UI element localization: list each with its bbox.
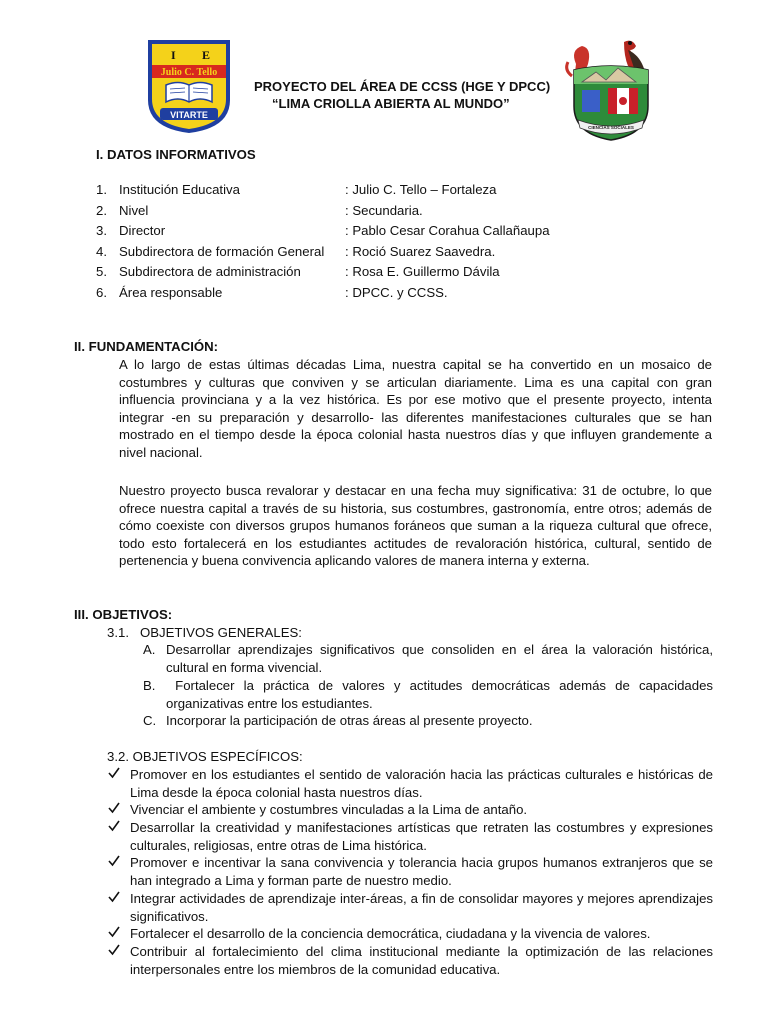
fundamentacion-paragraph-2: Nuestro proyecto busca revalorar y destacar en una fecha muy significativa: 31 de octubre, lo que ofrece nuestra capital a través de su historia, sus costumbres, gastronomía, entre otros; además de cómo coexiste con diversos grupos humanos foráneos que suman a la riqueza cultural que ofrece, todo esto fortalecerá en los estudiantes actitudes de revaloración histórica, cultural, sentido de pertenencia y buena convivencia aplicando valores de manera interna y externa. [119,483,712,568]
logo-letter-i: I [171,48,176,62]
general-objective-item [143,677,717,712]
subheading-objetivos-generales: 3.1. OBJETIVOS GENERALES: [107,625,302,640]
objective-text: Fortalecer la práctica de valores y actitudes democráticas además de capacidades organizativas entre los estudiantes. [166,678,717,711]
book-icon [166,83,212,103]
checkmark-icon [107,854,121,868]
info-row-label: Área responsable [119,285,223,300]
social-sciences-crest [562,36,660,146]
specific-objective-item [107,819,713,854]
project-title-line1: PROYECTO DEL ÁREA DE CCSS (HGE Y DPCC) [254,79,551,94]
info-row-label: Institución Educativa [119,182,240,197]
logo-letter-e: E [202,48,211,62]
school-logo [146,38,232,134]
project-title-line2: “LIMA CRIOLLA ABIERTA AL MUNDO” [272,96,510,111]
info-row-value: : Julio C. Tello – Fortaleza [345,182,497,197]
info-row-label: Director [119,223,166,238]
general-objective-item [143,712,713,730]
crest-ribbon-text: CIENCIAS SOCIALES [588,125,634,130]
objective-text: Vivenciar el ambiente y costumbres vinculadas a la Lima de antaño. [130,802,528,817]
specific-objective-item [107,801,713,819]
subheading-objetivos-especificos: 3.2. OBJETIVOS ESPECÍFICOS: [107,749,303,764]
info-row-value: : DPCC. y CCSS. [345,285,448,300]
info-row-label: Nivel [119,203,149,218]
info-row-number: 2. [96,203,107,218]
objective-text: Contribuir al fortalecimiento del clima institucional mediante la optimización de las relaciones interpersonales entre los miembros de la comunidad educativa. [130,944,713,977]
general-objective-item [143,641,713,676]
info-row-value: : Roció Suarez Saavedra. [345,244,496,259]
info-row-value: : Rosa E. Guillermo Dávila [345,264,500,279]
fundamentacion-paragraph-1: A lo largo de estas últimas décadas Lima, nuestra capital se ha convertido en un mosaico de costumbres y culturas que conviven y se articulan diariamente. Lima es una capital con gran influencia provinciana y a la vez histórica. Es por ese motivo que el presente proyecto, intenta integrar -en su preparación y desarrollo- las diferentes manifestaciones culturales que se han mostrado en el tiempo desde la época colonial hasta nuestros días y que influyen grandemente a nivel nacional. [119,357,712,460]
objective-text: Promover e incentivar la sana convivencia y tolerancia hacia grupos humanos extranjeros que se han integrado a Lima y forman parte de nuestro medio. [130,855,713,888]
objective-text: Desarrollar la creatividad y manifestaciones artísticas que retraten las costumbres y expresiones culturales, religiosas, entre otras de Lima histórica. [130,820,713,853]
info-row-value: : Secundaria. [345,203,423,218]
checkmark-icon [107,766,121,780]
objective-text: Integrar actividades de aprendizaje inter-áreas, a fin de consolidar mayores y mejores aprendizajes significativos. [130,891,713,924]
info-row-label: Subdirectora de administración [119,264,301,279]
specific-objective-item [107,766,713,801]
logo-place: VITARTE [170,110,208,120]
checkmark-icon [107,890,121,904]
specific-objective-item [107,890,713,925]
objective-text: Desarrollar aprendizajes significativos que consoliden en el área la valoración histórica, cultural en forma vivencial. [166,642,713,675]
checkmark-icon [107,925,121,939]
logo-name: Julio C. Tello [160,67,218,78]
checkmark-icon [107,943,121,957]
objective-letter: A. [143,642,156,657]
specific-objective-item [107,943,713,978]
specific-objective-item [107,925,713,943]
section-heading-datos: I. DATOS INFORMATIVOS [96,147,256,162]
objective-letter: C. [143,713,157,728]
objective-text: Promover en los estudiantes el sentido de valoración hacia las prácticas culturales e históricas de Lima desde la época colonial hasta nuestros días. [130,767,713,800]
objective-text: Fortalecer el desarrollo de la conciencia democrática, ciudadana y la vivencia de valores. [130,926,651,941]
info-row-number: 1. [96,182,107,197]
info-row-value: : Pablo Cesar Corahua Callañaupa [345,223,550,238]
info-row-label: Subdirectora de formación General [119,244,325,259]
info-row-number: 4. [96,244,107,259]
section-heading-fundamentacion: II. FUNDAMENTACIÓN: [74,339,219,354]
info-row-number: 3. [96,223,107,238]
objective-text: Incorporar la participación de otras áreas al presente proyecto. [166,713,533,728]
objective-letter: B. [143,678,156,693]
info-row-number: 5. [96,264,107,279]
checkmark-icon [107,801,121,815]
info-row-number: 6. [96,285,107,300]
specific-objective-item [107,854,713,889]
checkmark-icon [107,819,121,833]
section-heading-objetivos: III. OBJETIVOS: [74,607,173,622]
